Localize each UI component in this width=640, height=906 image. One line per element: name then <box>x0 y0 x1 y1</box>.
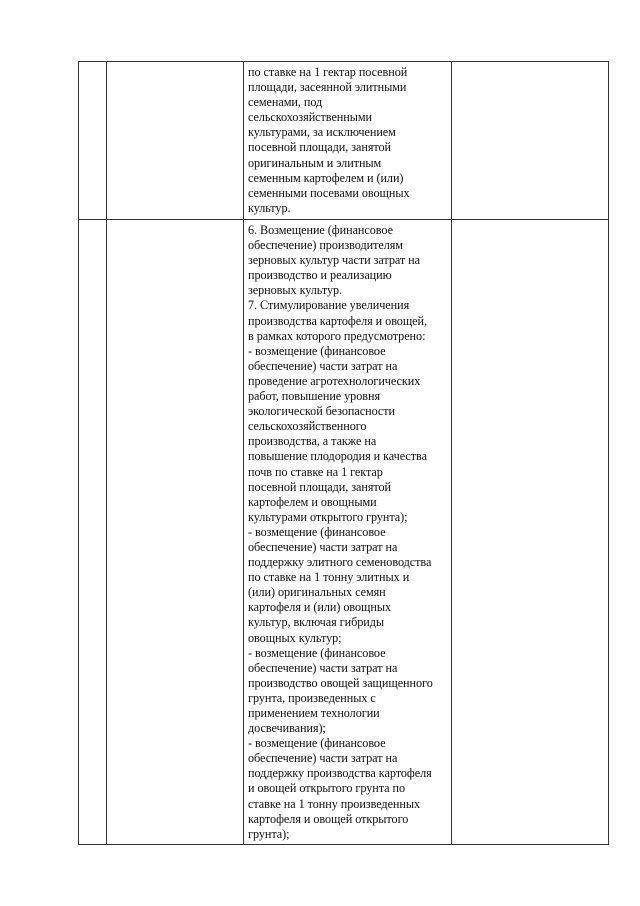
cell-measures <box>244 62 452 220</box>
cell-program <box>107 220 244 845</box>
cell-notes <box>452 220 609 845</box>
table-row <box>79 62 609 220</box>
cell-notes-text <box>452 62 608 67</box>
subsidy-table <box>78 61 609 845</box>
cell-program-text <box>107 62 243 67</box>
cell-measures-text: по ставке на 1 гектар посевной площади, засеянной элитными семенами, под сельскохозяйственными культурами, за исключением посевной площади, занятой оригинальным и элитным семенным картофелем и (или) семенными посевами овощных культур. <box>248 65 410 215</box>
cell-measures-text: 6. Возмещение (финансовое обеспечение) производителям зерновых культур части затрат на производство и реализацию зерновых культур. 7. Стимулирование увеличения производства картофеля и овощей, в рамках которого предусмотрено: - возмещение (финансовое обеспечение) части затрат на проведение агротехнологических работ, повышение уровня экологической безопасности сельскохозяйственного производства, а также на повышение плодородия и качества почв по ставке на 1 гектар посевной площади, занятой картофелем и овощными культурами открытого грунта); - возмещение (финансовое обеспечение) части затрат на поддержку элитного семеноводства по ставке на 1 тонну элитных и (или) оригинальных семян картофеля и (или) овощных культур, включая гибриды овощных культур; - возмещение (финансовое обеспечение) части затрат на производство овощей защищенного грунта, произведенных с применением технологии досвечивания); - возмещение (финансовое обеспечение) части затрат на поддержку производства картофеля и овощей открытого грунта по ставке на 1 тонну произведенных картофеля и овощей открытого грунта); <box>248 223 433 841</box>
cell-program-text <box>107 220 243 225</box>
cell-number <box>79 220 107 845</box>
cell-notes <box>452 62 609 220</box>
cell-measures <box>244 220 452 845</box>
cell-number-text <box>79 220 106 225</box>
cell-number-text <box>79 62 106 67</box>
table-row <box>79 220 609 845</box>
cell-number <box>79 62 107 220</box>
cell-notes-text <box>452 220 608 225</box>
cell-program <box>107 62 244 220</box>
